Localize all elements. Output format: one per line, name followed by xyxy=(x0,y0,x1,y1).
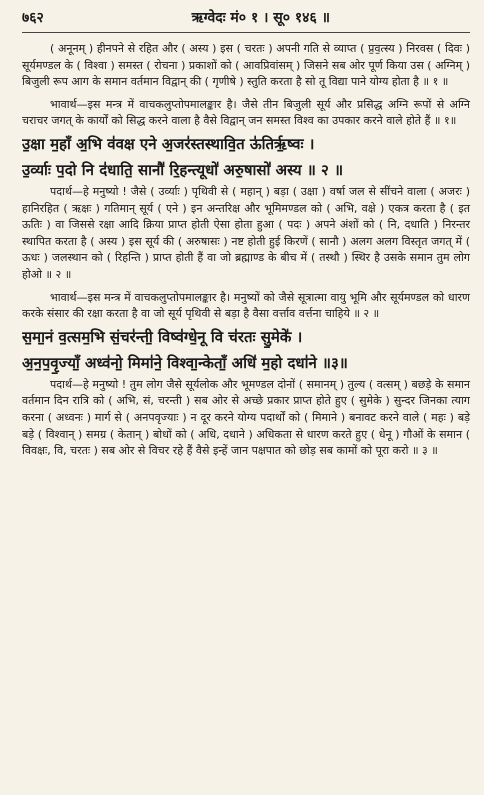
page-header xyxy=(22,8,470,30)
mantra-2-line-2: उ॒र्व्याः प॒दो नि द॑धाति॒ सानौ॑ रि॒हन्त्यूधो॑ अरु॒षासो॑ अस्य ॥ २ ॥ xyxy=(22,160,344,179)
mantra-3-line-1: स॒मा॒नं व॒त्सम॒भि सं॒चर॑न्ती॒ विष्व॑ग्धे॒नू वि च॑रतः सु॒मेके॑ । xyxy=(22,327,303,346)
header-rule xyxy=(22,32,470,33)
padartha-paragraph-2: पदार्थ—हे मनुष्यो ! जैसे ( उर्व्याः ) पृथिवी से ( महान् ) बड़ा ( उक्षा ) वर्षा जल से सींचने वाला ( अजरः ) हानिरहित ( ऋक्षः ) गतिमान् सूर्य ( एने ) इन अन्तरिक्ष और भूमिमण्डल को ( अभि, वक्षे ) एकत्र करता है ( इत ऊतिः ) वा जिससे रक्षा आदि क्रिया प्राप्त होती ऐसा होता हुआ ( पदः ) अपने अंशों को ( नि, दधाति ) निरन्तर स्थापित करता है ( अस्य ) इस सूर्य की ( अरुषासः ) नष्ट होती हुई किरणें ( सानौ ) अलग अलग विस्तृत जगत् में ( ऊधः ) जलस्थान को ( रिहन्ति ) प्राप्त होती हैं वा जो ब्रह्माण्ड के बीच में ( तस्थौ ) स्थिर है उसके समान तुम लोग होओ ॥ २ ॥ xyxy=(22,184,470,281)
mantra-2-line-1: उ॒क्षा म॒हाँ अ॒भि व॑वक्ष एने अ॒जर॑स्तस्थावि॒त ऊ॑तिर्ऋ॒ष्वः । xyxy=(22,134,315,153)
padartha-paragraph-1: ( अनूनम् ) हीनपने से रहित और ( अस्य ) इस ( चरतः ) अपनी गति से व्याप्त ( प्र॒व॒त्स्य ) निरवस ( दिवः ) सूर्यमण्डल के ( विश्वा ) समस्त ( रोचना ) प्रकाशों को ( आवप्रिवांसम् ) जिसने सब ओर पूर्ण किया उस ( अग्निम् ) बिजुली रूप आग के समान वर्तमान विद्वान् की ( गृणीषे ) स्तुति करता है सो तू विद्या पाने योग्य होता है ॥ १ ॥ xyxy=(22,42,470,89)
mantra-3-line-2: अ॒न॒प॒वृ॒ज्याँ॒ अध्व॑नो॒ मिमा॑ने॒ विश्वा॒न्केताँ॒ अधि॑ म॒हो दधा॑ने ॥३॥ xyxy=(22,353,348,372)
running-title: ऋग्वेदः मं० १ । सू० १४६ ॥ xyxy=(191,10,330,26)
bhavartha-paragraph-1: भावार्थ—इस मन्त्र में वाचकलुप्तोपमालङ्कार है। जैसे तीन बिजुली सूर्य और प्रसिद्ध अग्नि रूपों से अग्नि चराचर जगत् के कार्यों को सिद्ध करने वाला है वैसे विद्वान् जन समस्त विश्व का उपकार करने वाले होते हैं ॥ १॥ xyxy=(22,97,470,128)
page-number: ७६२ xyxy=(22,10,44,26)
padartha-paragraph-3: पदार्थ—हे मनुष्यो ! तुम लोग जैसे सूर्यलोक और भूमण्डल दोनों ( समानम् ) तुल्य ( वत्सम् ) बछड़े के समान वर्तमान दिन रात्रि को ( अभि, सं, चरन्ती ) सब ओर से अच्छे प्रकार प्राप्त होते हुए ( सुमेके ) सुन्दर जिनका त्याग करना ( अध्वनः ) मार्ग से ( अनपवृज्याः ) न दूर करने योग्य पदार्थों को ( मिमाने ) बनावट करने वाले ( महः ) बड़े बड़े ( विश्वान् ) समग्र ( केतान् ) बोधों को ( अधि, दधाने ) अधिकता से धारण करते हुए ( धेनू ) गौओं के समान ( विवक्षः, वि, चरतः ) सब ओर से विचर रहे हैं वैसे इन्हें जान पक्षपात को छोड़ सब कामों को पूरा करो ॥ ३ ॥ xyxy=(22,377,470,458)
bhavartha-paragraph-2: भावार्थ—इस मन्त्र में वाचकलुप्तोपमालङ्कार है। मनुष्यों को जैसे सूत्रात्मा वायु भूमि और सूर्यमण्डल को धारण करके संसार की रक्षा करता है वा जो सूर्य पृथिवी से बड़ा है वैसा वर्त्ताव वर्त्तना चाहिये ॥ २ ॥ xyxy=(22,290,470,321)
